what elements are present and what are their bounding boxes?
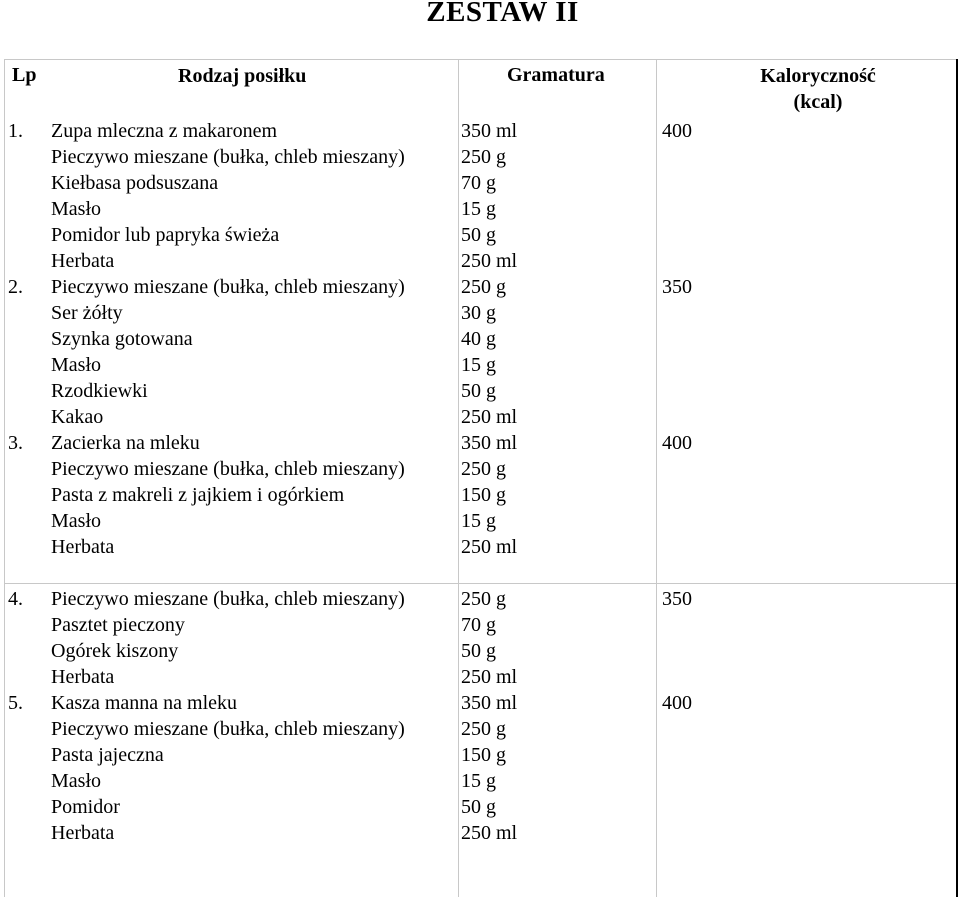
meal-weight: 150 g	[461, 744, 506, 766]
meal-number: 5.	[8, 692, 23, 714]
meal-weight: 30 g	[461, 302, 496, 324]
meal-item: Pieczywo mieszane (bułka, chleb mieszany)	[51, 276, 405, 298]
meal-weights	[461, 690, 517, 846]
document-title: ZESTAW II	[426, 0, 579, 28]
meal-weights	[461, 274, 517, 430]
meal-item: Pasztet pieczony	[51, 614, 185, 636]
meal-weight: 150 g	[461, 484, 506, 506]
meal-calories: 350	[662, 276, 692, 298]
meal-weight: 70 g	[461, 172, 496, 194]
meal-weight: 50 g	[461, 640, 496, 662]
meal-item: Herbata	[51, 666, 115, 688]
header-calories	[738, 63, 898, 115]
meal-calories: 400	[662, 120, 692, 142]
header-calories-line2: (kcal)	[793, 91, 843, 113]
meal-weights	[461, 586, 517, 690]
meal-item: Pieczywo mieszane (bułka, chleb mieszany)	[51, 458, 405, 480]
meal-item: Rzodkiewki	[51, 380, 148, 402]
meal-number: 3.	[8, 432, 23, 454]
meal-item: Ser żółty	[51, 302, 123, 324]
meal-item: Pomidor	[51, 796, 120, 818]
meal-weights	[461, 430, 517, 560]
meal-weight: 15 g	[461, 354, 496, 376]
meal-item: Pieczywo mieszane (bułka, chleb mieszany)	[51, 588, 405, 610]
meal-item: Masło	[51, 354, 101, 376]
meal-item: Masło	[51, 198, 101, 220]
meal-item: Kakao	[51, 406, 104, 428]
meal-item: Ogórek kiszony	[51, 640, 179, 662]
meal-items	[51, 274, 405, 430]
column-divider	[656, 59, 657, 897]
meal-item: Zupa mleczna z makaronem	[51, 120, 277, 142]
meal-item: Masło	[51, 770, 101, 792]
meal-calories: 400	[662, 432, 692, 454]
meal-weights	[461, 118, 517, 274]
meal-number: 2.	[8, 276, 23, 298]
meal-items	[51, 430, 405, 560]
meal-weight: 15 g	[461, 770, 496, 792]
table-top-border	[4, 59, 958, 60]
meal-weight: 250 ml	[461, 536, 518, 558]
meal-weight: 250 ml	[461, 822, 518, 844]
meal-weight: 15 g	[461, 198, 496, 220]
header-lp: Lp	[12, 64, 37, 86]
meal-number: 1.	[8, 120, 23, 142]
meal-calories: 350	[662, 588, 692, 610]
meal-weight: 50 g	[461, 224, 496, 246]
meal-weight: 250 g	[461, 276, 506, 298]
meal-items	[51, 586, 405, 690]
table-right-border	[956, 59, 958, 897]
meal-item: Zacierka na mleku	[51, 432, 200, 454]
meal-weight: 250 g	[461, 458, 506, 480]
meal-calories: 400	[662, 692, 692, 714]
column-divider	[458, 59, 459, 897]
meal-weight: 70 g	[461, 614, 496, 636]
meal-weight: 40 g	[461, 328, 496, 350]
meal-item: Kiełbasa podsuszana	[51, 172, 219, 194]
meal-weight: 15 g	[461, 510, 496, 532]
meal-item: Herbata	[51, 536, 115, 558]
meal-item: Pieczywo mieszane (bułka, chleb mieszany)	[51, 146, 405, 168]
meal-item: Pasta jajeczna	[51, 744, 164, 766]
header-calories-line1: Kaloryczność	[760, 65, 876, 87]
meal-weight: 250 ml	[461, 666, 518, 688]
meal-weight: 250 ml	[461, 406, 518, 428]
meal-number: 4.	[8, 588, 23, 610]
meal-weight: 350 ml	[461, 692, 518, 714]
meal-weight: 50 g	[461, 380, 496, 402]
meal-weight: 250 ml	[461, 250, 518, 272]
meal-item: Pieczywo mieszane (bułka, chleb mieszany)	[51, 718, 405, 740]
meal-weight: 250 g	[461, 588, 506, 610]
meal-weight: 250 g	[461, 718, 506, 740]
meal-item: Masło	[51, 510, 101, 532]
meal-item: Herbata	[51, 250, 115, 272]
meal-item: Pomidor lub papryka świeża	[51, 224, 280, 246]
meal-item: Kasza manna na mleku	[51, 692, 238, 714]
meal-weight: 250 g	[461, 146, 506, 168]
meal-item: Pasta z makreli z jajkiem i ogórkiem	[51, 484, 345, 506]
meal-weight: 350 ml	[461, 432, 518, 454]
table-left-border	[4, 59, 5, 897]
meal-weight: 350 ml	[461, 120, 518, 142]
meal-items	[51, 118, 405, 274]
meal-weight: 50 g	[461, 796, 496, 818]
header-meal-type: Rodzaj posiłku	[178, 65, 307, 87]
meal-item: Szynka gotowana	[51, 328, 193, 350]
table-row-divider	[4, 583, 958, 584]
meal-items	[51, 690, 405, 846]
header-weight: Gramatura	[507, 64, 605, 86]
meal-item: Herbata	[51, 822, 115, 844]
